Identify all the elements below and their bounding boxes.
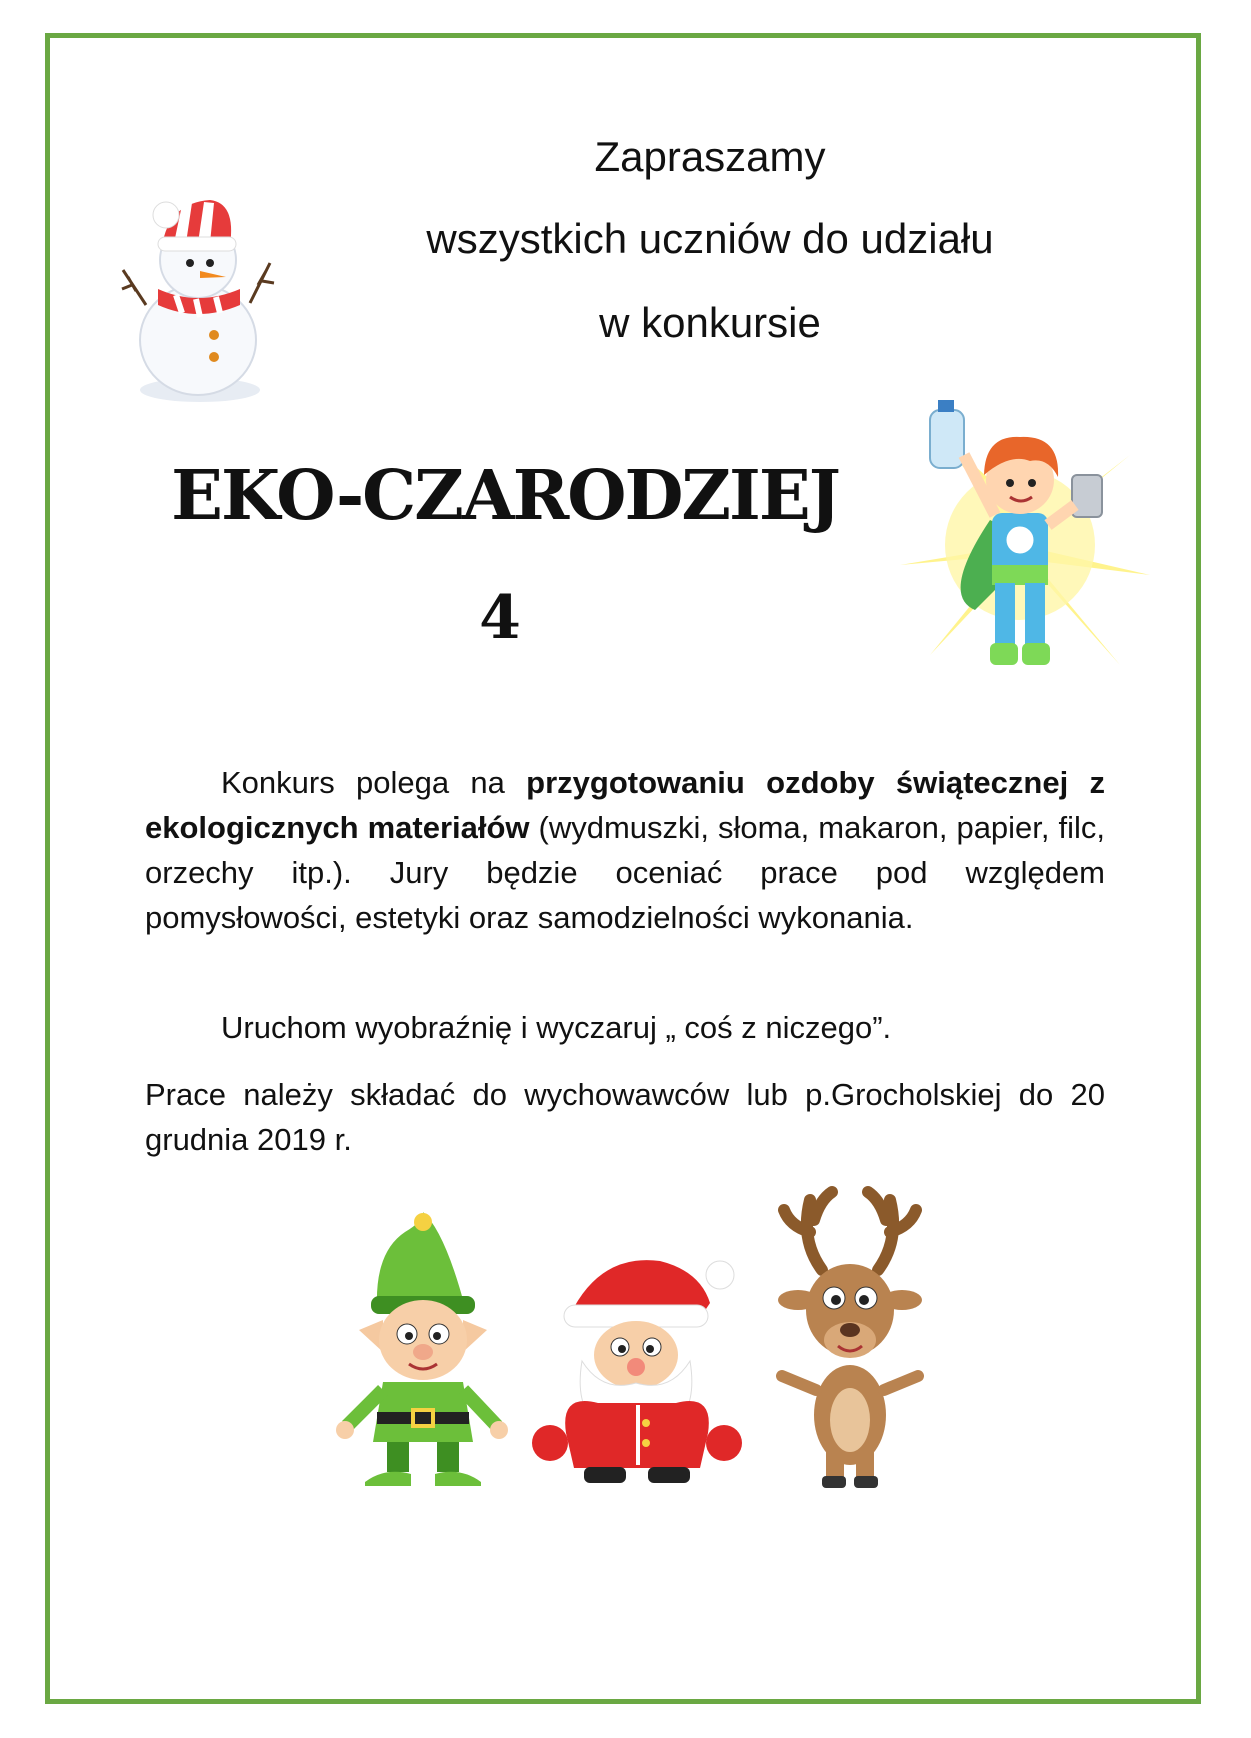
invitation-line-1: Zapraszamy bbox=[594, 133, 826, 180]
contest-description bbox=[145, 760, 1105, 940]
submission-deadline: Prace należy składać do wychowawców lub p.Grocholskiej do 20 grudnia 2019 r. bbox=[145, 1077, 1105, 1157]
elf-illustration bbox=[335, 1212, 510, 1492]
description-intro: Konkurs polega na bbox=[221, 765, 527, 800]
invitation-line-3: w konkursie bbox=[599, 299, 821, 346]
description-highlight: przygotowaniu ozdoby świątecznej z ekologicznych materiałów bbox=[145, 765, 1105, 845]
contest-edition: 4 bbox=[479, 583, 521, 653]
invitation-line-2: wszystkich uczniów do udziału bbox=[426, 215, 994, 262]
reindeer-illustration bbox=[770, 1180, 930, 1490]
contest-slogan: Uruchom wyobraźnię i wyczaruj „ coś z niczego”. bbox=[221, 1010, 892, 1045]
snowman-illustration bbox=[118, 185, 278, 410]
eco-hero-illustration bbox=[880, 395, 1160, 695]
santa-illustration bbox=[520, 1243, 755, 1493]
description-details: (wydmuszki, słoma, makaron, papier, filc, orzechy itp.). Jury będzie oceniać prace pod względem pomysłowości, estetyki oraz samodzielności wykonania. bbox=[145, 810, 1105, 935]
contest-title: EKO-CZARODZIEJ bbox=[171, 456, 839, 536]
